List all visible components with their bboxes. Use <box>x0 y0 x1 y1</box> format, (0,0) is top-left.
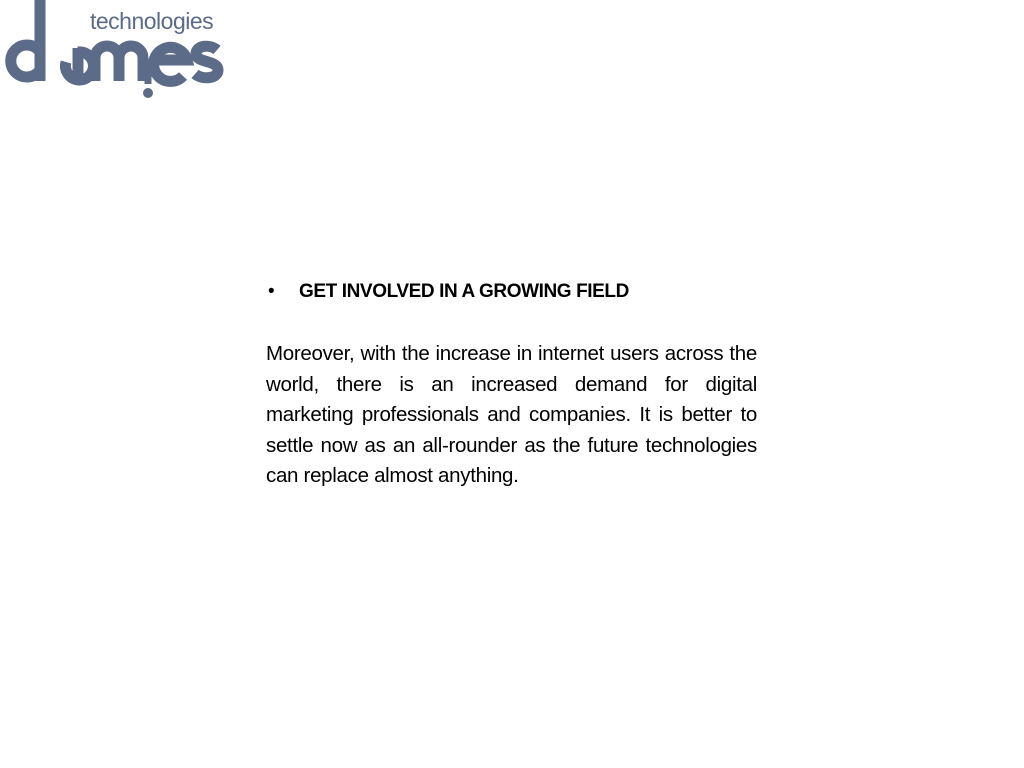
body-paragraph: Moreover, with the increase in internet users across the world, there is an increased demand for digital marketing professionals and companies. It is better to settle now as an all-rounder as the future technologies can replace almost anything. <box>266 342 757 488</box>
logo-dot <box>143 88 153 98</box>
bullet-marker: • <box>268 281 275 302</box>
section-heading-row <box>266 278 757 306</box>
content-block <box>266 278 757 512</box>
company-logo <box>0 0 225 100</box>
logo-tagline: technologies <box>90 8 214 34</box>
section-heading: GET INVOLVED IN A GROWING FIELD <box>299 281 629 302</box>
